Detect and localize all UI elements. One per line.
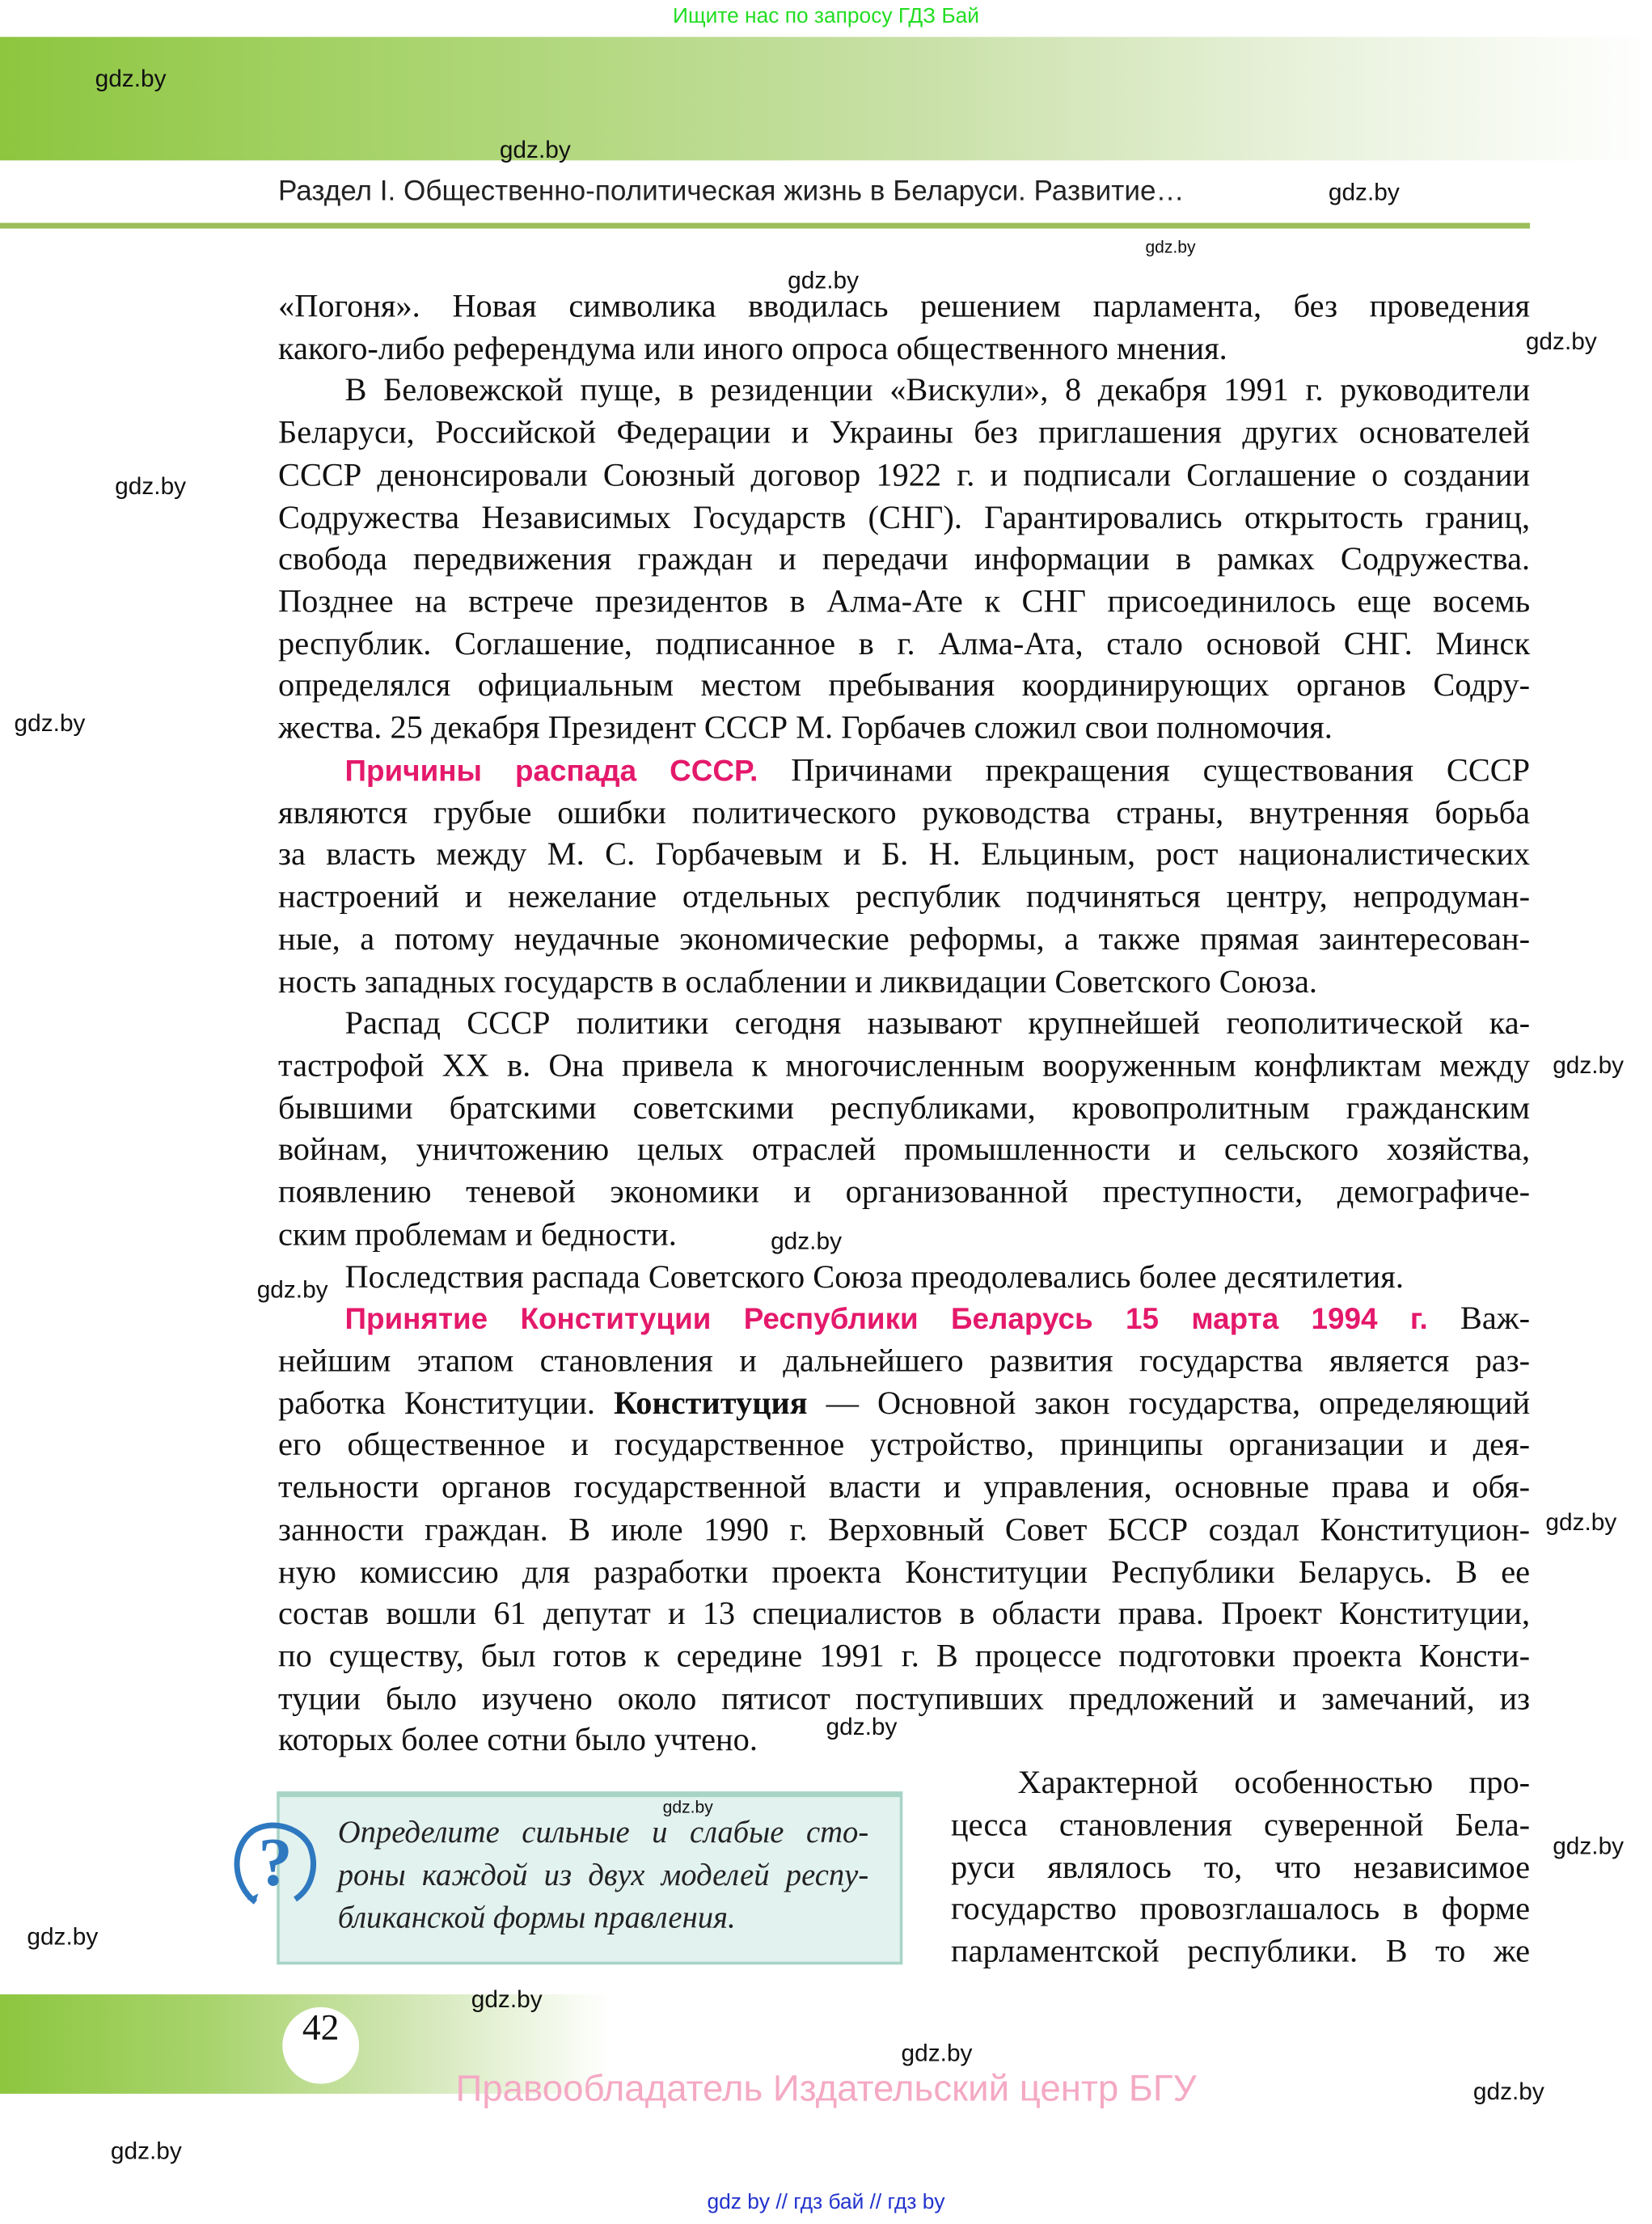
svg-text:?: ? (258, 1824, 293, 1901)
text-line: цесса становления суверенной Бела- (950, 1807, 1531, 1843)
gdz-watermark: gdz.by (471, 1985, 543, 2013)
text-line: свобода передвижения граждан и передачи информации в рамках Содружества. (278, 541, 1531, 577)
text-line: парламентской республики. В то же (950, 1933, 1531, 1969)
gdz-watermark: gdz.by (110, 2137, 182, 2165)
text-line: жества. 25 декабря Президент СССР М. Горбачев сложил свои полномочия. (278, 709, 1333, 746)
copyright-watermark: Правообладатель Издательский центр БГУ (455, 2066, 1197, 2110)
bold-term: Конституция (614, 1385, 808, 1421)
text-line: Распад СССР политики сегодня называют крупнейшей геополитической ка- (344, 1005, 1531, 1041)
text-line: Характерной особенностью про- (1017, 1765, 1531, 1800)
gdz-watermark: gdz.by (14, 709, 86, 737)
text-line: «Погоня». Новая символика вводилась решением парламента, без проведения (278, 288, 1531, 324)
gdz-watermark: gdz.by (1472, 2078, 1544, 2105)
text-line: по существу, был готов к середине 1991 г. В процессе подготовки проекта Консти- (278, 1638, 1531, 1674)
text-line: туции было изучено около пятисот поступивших предложений и замечаний, из (278, 1680, 1531, 1716)
text-line: ную комиссию для разработки проекта Конституции Республики Беларусь. В ее (278, 1554, 1531, 1590)
text-line: СССР денонсировали Союзный договор 1922 г. и подписали Соглашение о создании (278, 456, 1531, 493)
text-line: ность западных государств в ослаблении и ликвидации Советского Союза. (278, 962, 1318, 999)
text-line (345, 752, 1531, 795)
text-line: ским проблемам и бедности. (278, 1216, 677, 1252)
text-line: Последствия распада Советского Союза преодолевались более десятилетия. (344, 1258, 1404, 1294)
gdz-watermark: gdz.by (115, 472, 187, 500)
gdz-watermark: gdz.by (95, 65, 167, 93)
text-line: бывшими братскими советскими республиками, кровопролитным гражданским (278, 1089, 1531, 1126)
section-heading: Принятие Конституции Республики Беларусь 15 марта 1994 г. (344, 1303, 1428, 1337)
section-heading: Причины распада СССР. (344, 755, 758, 788)
search-hint: Ищите нас по запросу ГДЗ Бай (673, 4, 980, 29)
text-line: состав вошли 61 депутат и 13 специалистов в области права. Проект Конституции, (278, 1596, 1531, 1632)
gdz-watermark: gdz.by (901, 2040, 973, 2067)
gdz-watermark: gdz.by (1328, 179, 1400, 206)
question-line: Определите сильные и слабые сто- (337, 1814, 869, 1850)
text-line: появлению теневой экономики и организованной преступности, демографиче- (278, 1173, 1531, 1210)
gdz-watermark: gdz.by (27, 1923, 99, 1951)
text-line: его общественное и государственное устройство, принципы организации и дея- (278, 1427, 1531, 1463)
text-line: нейшим этапом становления и дальнейшего развития государства является раз- (278, 1342, 1531, 1379)
header-divider (0, 223, 1530, 229)
gdz-watermark: gdz.by (1525, 328, 1597, 355)
text-line: руси являлось то, что независимое (950, 1849, 1531, 1885)
text-line: Беларуси, Российской Федерации и Украины без приглашения других основателей (278, 414, 1531, 450)
gdz-watermark: gdz.by (1145, 237, 1196, 257)
text-segment: — Основной закон государства, определяющий (807, 1385, 1531, 1421)
text-line: Позднее на встрече президентов в Алма-Ате к СНГ присоединилось еще восемь (278, 583, 1531, 619)
gdz-watermark: gdz.by (1545, 1508, 1617, 1537)
text-line: тельности органов государственной власти и управления, основные права и обя- (278, 1469, 1531, 1505)
gdz-watermark: gdz.by (1553, 1832, 1625, 1860)
gdz-watermark: gdz.by (771, 1228, 842, 1255)
text-line (345, 1300, 1531, 1343)
text-line: настроений и нежелание отдельных республик подчиняться центру, непродуман- (278, 878, 1531, 915)
text-line: войнам, уничтожению целых отраслей промышленности и сельского хозяйства, (278, 1131, 1531, 1168)
text-line: тастрофой XX в. Она привела к многочисленным вооруженным конфликтам между (278, 1047, 1531, 1084)
gdz-watermark: gdz.by (788, 266, 860, 294)
text-line: занности граждан. В июле 1990 г. Верховный Совет БССР создал Конституцион- (278, 1512, 1531, 1547)
text-segment: Причинами прекращения существования СССР (758, 752, 1531, 788)
text-segment: Важ- (1427, 1300, 1531, 1337)
gdz-watermark: gdz.by (256, 1275, 328, 1304)
text-line: В Беловежской пуще, в резиденции «Вискули», 8 декабря 1991 г. руководители (344, 372, 1531, 408)
text-line: определялся официальным местом пребывания координирующих органов Содру- (278, 667, 1531, 704)
bottom-links[interactable]: gdz by // гдз бай // гдз by (707, 2190, 945, 2215)
question-mark-icon (227, 1817, 318, 1908)
text-line: республик. Соглашение, подписанное в г. Алма-Ата, стало основой СНГ. Минск (278, 625, 1531, 662)
gdz-watermark: gdz.by (499, 136, 571, 163)
header-band (0, 37, 1652, 161)
text-line (278, 1385, 1530, 1428)
text-segment: работка Конституции. (278, 1385, 615, 1421)
section-title: Раздел I. Общественно-политическая жизнь в Беларуси. Развитие… (278, 175, 1185, 208)
text-line: ные, а потому неудачные экономические реформы, а также прямая заинтересован- (278, 920, 1531, 957)
text-line: Содружества Независимых Государств (СНГ). Гарантировались открытость границ, (278, 499, 1531, 535)
gdz-watermark: gdz.by (826, 1713, 898, 1740)
gdz-watermark: gdz.by (662, 1797, 713, 1817)
page-number: 42 (282, 2007, 359, 2084)
gdz-watermark: gdz.by (1553, 1051, 1625, 1079)
question-line: роны каждой из двух моделей респу- (337, 1856, 869, 1892)
text-line: государство провозглашалось в форме (950, 1891, 1531, 1927)
text-line: за власть между М. С. Горбачевым и Б. Н. Ельциным, рост националистических (278, 836, 1531, 873)
text-line: являются грубые ошибки политического руководства страны, внутренняя борьба (278, 794, 1531, 831)
text-line: которых более сотни было учтено. (278, 1722, 758, 1758)
question-line: бликанской формы правления. (337, 1899, 736, 1935)
text-line: какого-либо референдума или иного опроса общественного мнения. (278, 330, 1227, 366)
